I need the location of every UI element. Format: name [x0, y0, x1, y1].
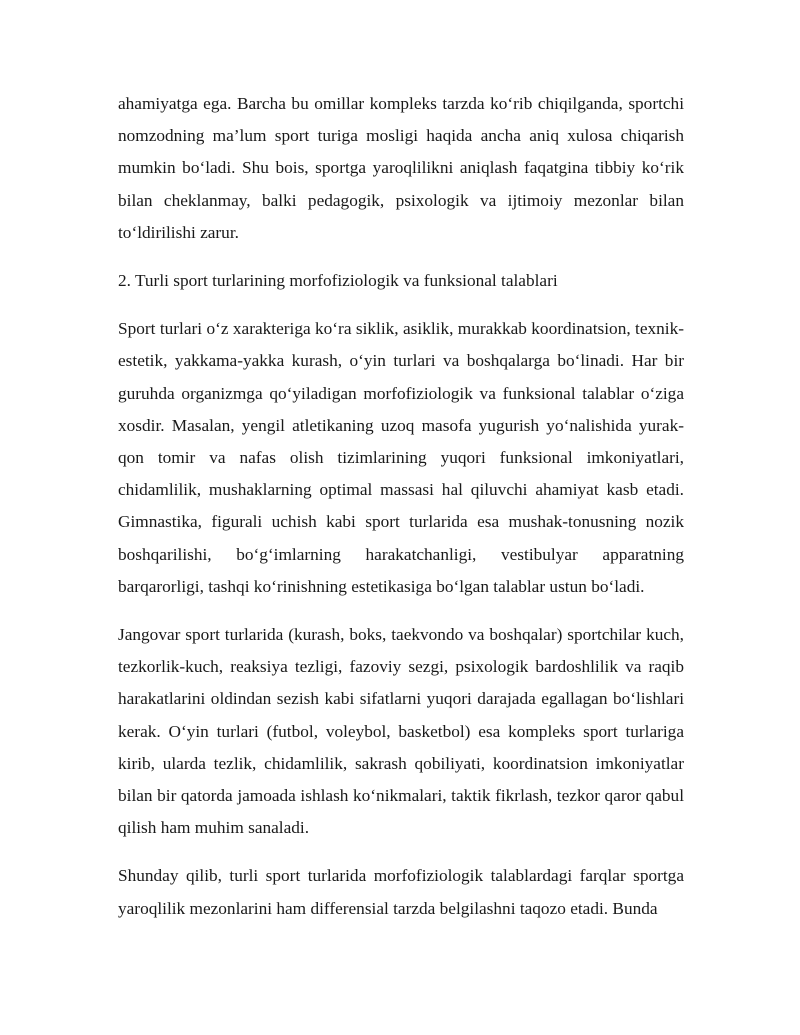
paragraph-intro-continuation: ahamiyatga ega. Barcha bu omillar kompleks tarzda ko‘rib chiqilganda, sportchi nomzodning ma’lum sport turiga mosligi haqida ancha aniq xulosa chiqarish mumkin bo‘ladi. Shu bois, sportga yaroqlilikni aniqlash faqatgina tibbiy ko‘rik bilan cheklanmay, balki pedagogik, psixologik va ijtimoiy mezonlar bilan to‘ldirilishi zarur. [118, 94, 684, 242]
paragraph-sport-types: Sport turlari o‘z xarakteriga ko‘ra siklik, asiklik, murakkab koordinatsion, texnik-estetik, yakkama-yakka kurash, o‘yin turlari va boshqalarga bo‘linadi. Har bir guruhda organizmga qo‘yiladigan morfofiziologik va funksional talablar o‘ziga xosdir. Masalan, yengil atletikaning uzoq masofa yugurish yo‘nalishida yurak-qon tomir va nafas olish tizimlarining yuqori funksional imkoniyatlari, chidamlilik, mushaklarning optimal massasi hal qiluvchi ahamiyat kasb etadi. Gimnastika, figurali uchish kabi sport turlarida esa mushak-tonusning nozik boshqarilishi, bo‘g‘imlarning harakatchanligi, vestibulyar apparatning barqarorligi, tashqi ko‘rinishning estetikasiga bo‘lgan talablar ustun bo‘ladi. [118, 319, 684, 596]
document-body [118, 88, 684, 941]
section-heading: 2. Turli sport turlarining morfofiziologik va funksional talablari [118, 271, 558, 291]
paragraph-combat-and-game-sports: Jangovar sport turlarida (kurash, boks, taekvondo va boshqalar) sportchilar kuch, tezkorlik-kuch, reaksiya tezligi, fazoviy sezgi, psixologik bardoshlilik va raqib harakatlarini oldindan sezish kabi sifatlarni yuqori darajada egallagan bo‘lishlari kerak. O‘yin turlari (futbol, voleybol, basketbol) esa kompleks sport turlariga kirib, ularda tezlik, chidamlilik, sakrash qobiliyati, koordinatsion imkoniyatlar bilan bir qatorda jamoada ishlash ko‘nikmalari, taktik fikrlash, tezkor qaror qabul qilish ham muhim sanaladi. [118, 625, 684, 838]
paragraph-conclusion: Shunday qilib, turli sport turlarida morfofiziologik talablardagi farqlar sportga yaroqlilik mezonlarini ham differensial tarzda belgilashni taqozo etadi. Bunda [118, 866, 684, 918]
